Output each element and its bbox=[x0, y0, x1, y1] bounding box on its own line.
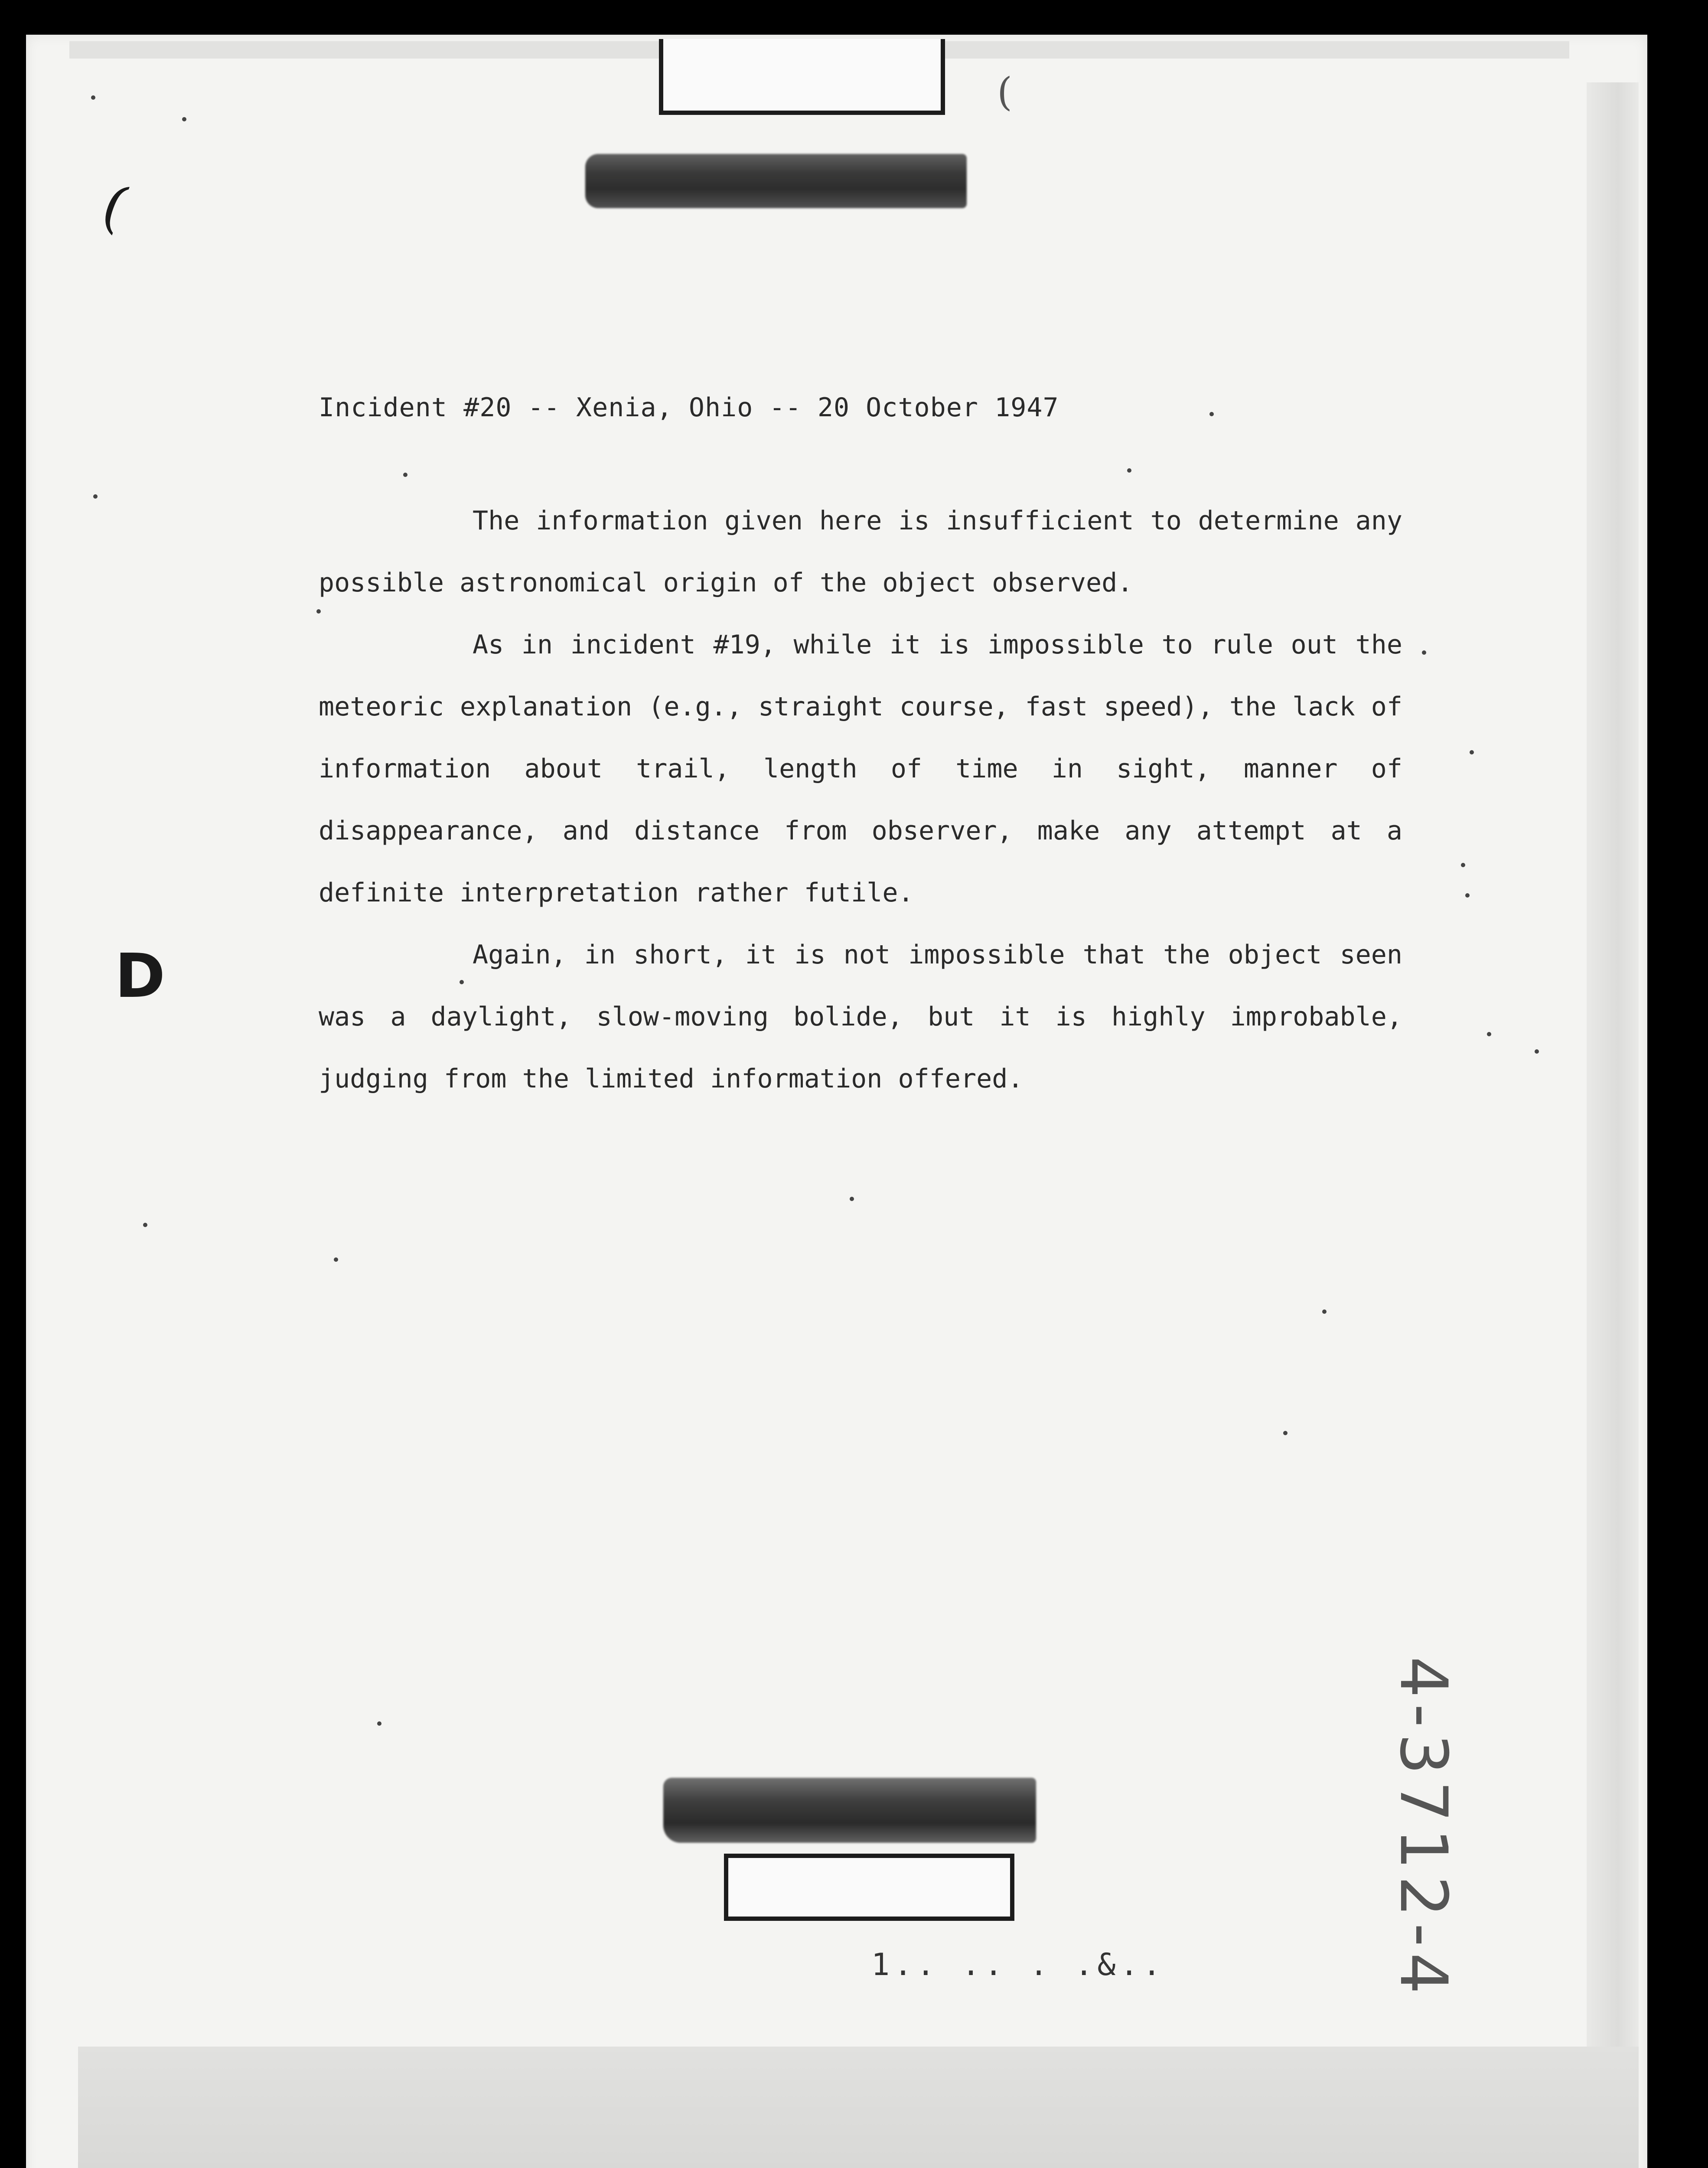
scan-speck bbox=[1487, 1032, 1491, 1036]
scan-speck bbox=[1465, 893, 1470, 898]
scan-speck bbox=[1461, 863, 1465, 867]
scan-speck bbox=[403, 473, 407, 477]
paper-bottom-edge bbox=[78, 2047, 1639, 2168]
scan-speck bbox=[1322, 1309, 1327, 1314]
scan-speck bbox=[1283, 1431, 1288, 1435]
paper-right-edge bbox=[1587, 82, 1639, 2051]
incident-heading: Incident #20 -- Xenia, Ohio -- 20 October 1947 bbox=[319, 392, 1059, 423]
scan-speck bbox=[1470, 750, 1474, 754]
margin-bracket-mark: ( bbox=[93, 171, 137, 242]
scan-speck bbox=[334, 1257, 338, 1262]
margin-letter-d: D bbox=[115, 941, 166, 1012]
scan-speck bbox=[1535, 1049, 1539, 1054]
handwritten-file-number: 4-3712-4 bbox=[1385, 1656, 1461, 2000]
scan-speck bbox=[850, 1197, 854, 1201]
scan-speck bbox=[182, 117, 186, 121]
scan-speck bbox=[143, 1223, 147, 1227]
redaction-box-bottom bbox=[724, 1854, 1014, 1921]
paragraph-3: Again, in short, it is not impossible that the object seen was a daylight, slow-moving bolide, but it is highly improbable, judging from the limited information offered. bbox=[319, 940, 1402, 1094]
scan-speck bbox=[460, 980, 464, 984]
scan-speck bbox=[93, 494, 98, 499]
scan-speck bbox=[316, 609, 321, 614]
scan-speck bbox=[1127, 468, 1131, 473]
redaction-smudge-bottom bbox=[663, 1778, 1036, 1843]
redaction-box-top bbox=[659, 39, 945, 115]
footer-stamp-mark: 1.. .. . .&.. bbox=[871, 1947, 1165, 1982]
document-body bbox=[319, 490, 1402, 1110]
scan-speck bbox=[91, 95, 95, 100]
scan-speck bbox=[1209, 412, 1214, 416]
margin-paren-mark: ( bbox=[997, 69, 1013, 115]
scan-speck bbox=[377, 1721, 381, 1726]
paragraph-1: The information given here is insufficient to determine any possible astronomical origin of the object observed. bbox=[319, 506, 1402, 598]
scan-speck bbox=[1422, 650, 1426, 655]
redaction-smudge-top bbox=[585, 154, 967, 208]
paragraph-2: As in incident #19, while it is impossible to rule out the meteoric explanation (e.g., straight course, fast speed), the lack of information about trail, length of time in sight, manner of disappearance, and distance from observer, make any attempt at a definite interpretation rather futile. bbox=[319, 630, 1402, 908]
